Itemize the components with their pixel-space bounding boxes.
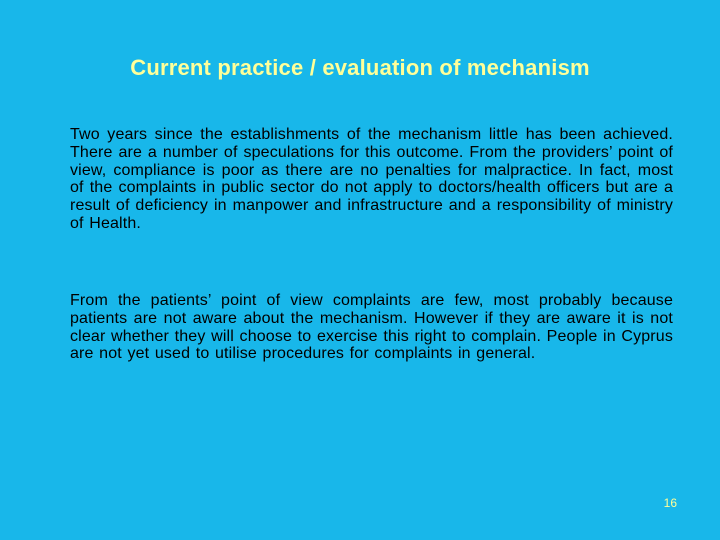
slide-title: Current practice / evaluation of mechanism <box>130 55 590 80</box>
page-number: 16 <box>663 496 677 510</box>
body-paragraph-patients: From the patients’ point of view complaints are few, most probably because patients are not aware about the mechanism. However if they are aware it is not clear whether they will choose to exercise this right to complain. People in Cyprus are not yet used to utilise procedures for complaints in general. <box>70 292 673 363</box>
body-paragraph-providers: Two years since the establishments of the mechanism little has been achieved. There are a number of speculations for this outcome. From the providers’ point of view, compliance is poor as there are no penalties for malpractice. In fact, most of the complaints in public sector do not apply to doctors/health officers but are a result of deficiency in manpower and infrastructure and a responsibility of ministry of Health. <box>70 126 673 232</box>
